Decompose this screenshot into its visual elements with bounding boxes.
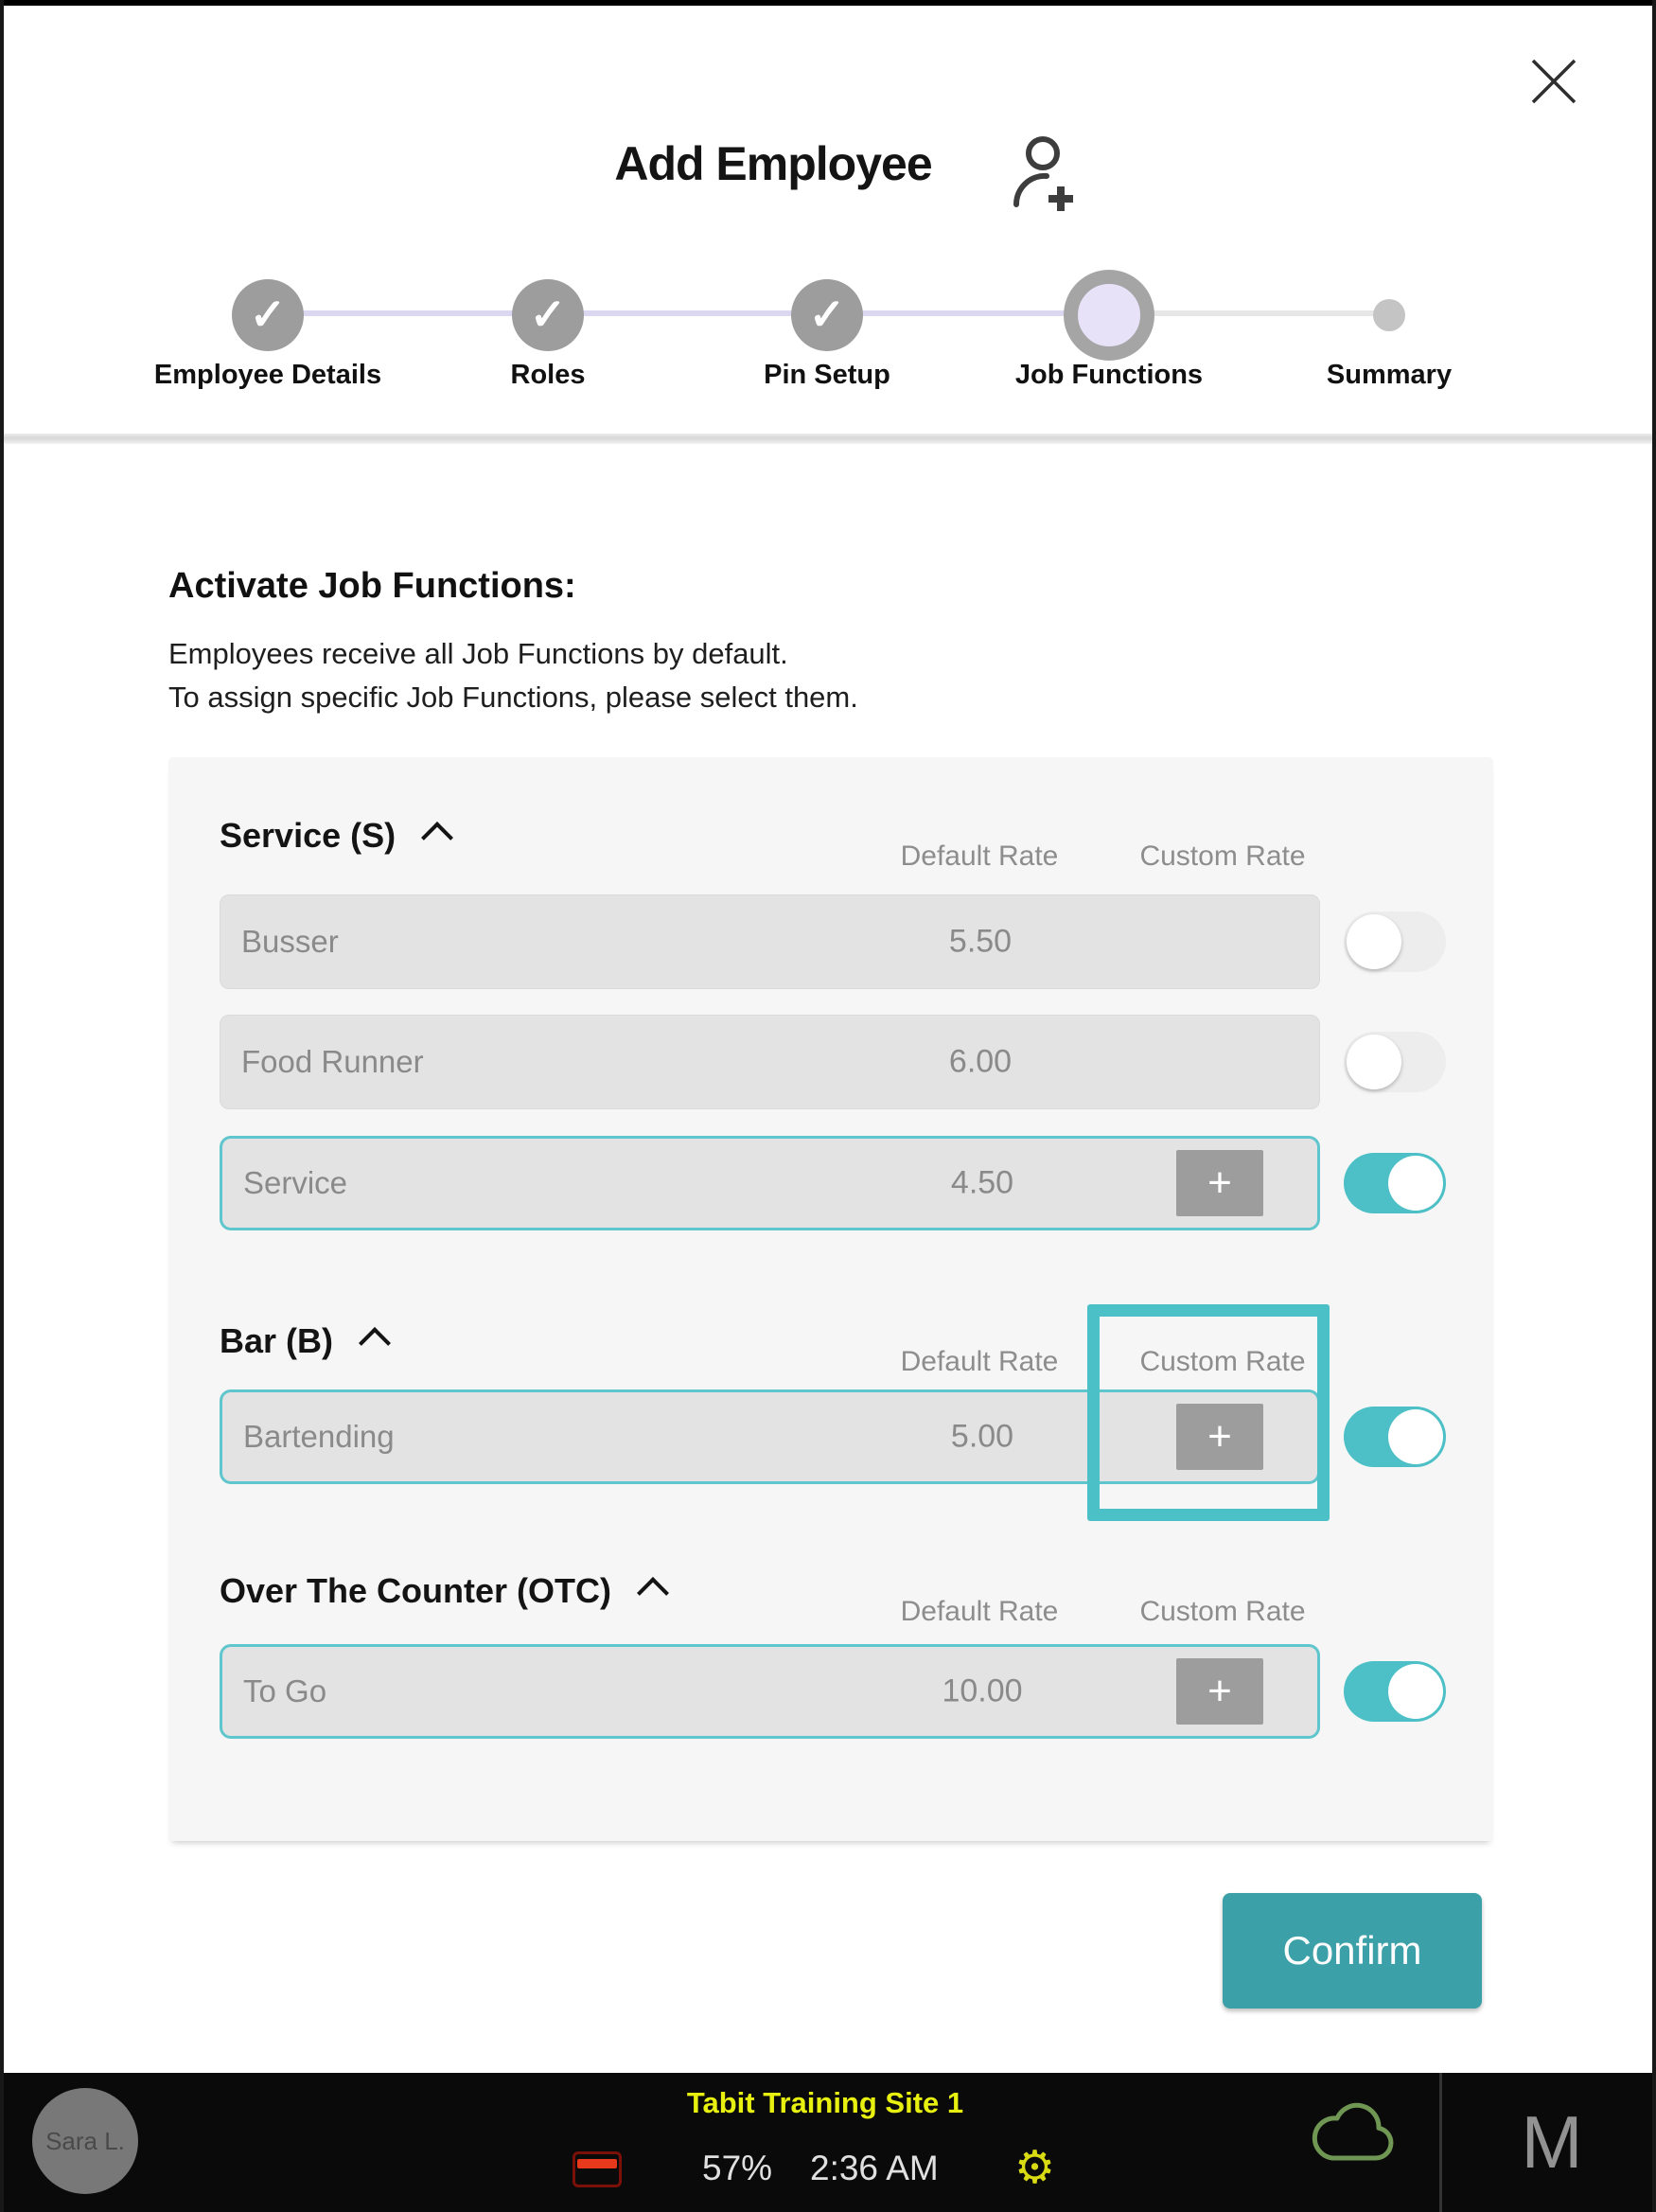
default-rate-value: 10.00 [942, 1672, 1023, 1709]
description-line-1: Employees receive all Job Functions by default. [168, 637, 788, 670]
column-header-custom-rate: Custom Rate [1139, 1596, 1306, 1627]
activate-heading: Activate Job Functions: [168, 566, 576, 606]
site-name: Tabit Training Site 1 [686, 2086, 964, 2119]
step-label-summary: Summary [1326, 360, 1453, 390]
step-roles[interactable] [512, 279, 584, 351]
job-function-toggle-busser[interactable] [1344, 911, 1446, 972]
status-bar [0, 2073, 1656, 2212]
job-function-row-service[interactable] [220, 1136, 1320, 1230]
battery-percentage: 57% [702, 2149, 773, 2187]
job-function-name: Busser [241, 924, 339, 959]
column-header-default-rate: Default Rate [900, 1596, 1059, 1627]
column-header-custom-rate: Custom Rate [1139, 841, 1306, 872]
column-header-default-rate: Default Rate [900, 841, 1059, 872]
step-label-roles: Roles [510, 360, 586, 390]
step-job-functions[interactable] [1064, 270, 1154, 361]
check-icon: ✓ [249, 290, 287, 339]
step-employee-details[interactable] [232, 279, 304, 351]
job-function-toggle-bartending[interactable] [1344, 1407, 1446, 1467]
check-icon: ✓ [529, 290, 567, 339]
column-header-default-rate: Default Rate [900, 1346, 1059, 1377]
job-functions-card [168, 757, 1493, 1841]
close-button[interactable] [1520, 47, 1588, 115]
job-function-row-food-runner[interactable] [220, 1015, 1320, 1109]
gear-icon[interactable]: ⚙ [1014, 2141, 1056, 2194]
chevron-up-icon[interactable] [359, 1327, 391, 1359]
default-rate-value: 5.50 [948, 923, 1013, 960]
clock: 2:36 AM [810, 2149, 939, 2187]
job-function-row-busser[interactable] [220, 894, 1320, 989]
section-title-otc [220, 1571, 664, 1611]
job-function-row-to-go[interactable] [220, 1644, 1320, 1739]
step-label-employee-details: Employee Details [153, 360, 382, 390]
toggle-knob [1347, 914, 1401, 969]
job-function-toggle-service[interactable] [1344, 1153, 1446, 1213]
screen-frame-left [0, 0, 4, 2212]
card-reader-stripe [577, 2159, 617, 2168]
card-reader-icon [573, 2151, 622, 2187]
section-title-text: Bar (B) [220, 1321, 334, 1360]
status-bar-divider [1439, 2073, 1442, 2212]
logo-m[interactable]: M [1521, 2100, 1583, 2184]
section-title-service [220, 816, 449, 856]
section-title-bar [220, 1321, 386, 1361]
default-rate-value: 5.00 [950, 1418, 1014, 1455]
toggle-knob [1388, 1156, 1443, 1211]
description-line-2: To assign specific Job Functions, please select them. [168, 681, 858, 714]
custom-rate-highlight-annotation [1087, 1304, 1330, 1521]
section-title-text: Over The Counter (OTC) [220, 1571, 612, 1610]
step-summary[interactable] [1373, 299, 1405, 331]
job-function-name: To Go [243, 1673, 327, 1708]
toggle-knob [1347, 1035, 1401, 1089]
column-header-custom-rate: Custom Rate [1139, 1346, 1306, 1377]
dialog-title: Add Employee [614, 137, 932, 190]
job-function-name: Bartending [243, 1419, 395, 1454]
step-label-job-functions: Job Functions [1014, 360, 1204, 390]
section-title-text: Service (S) [220, 816, 396, 855]
confirm-button[interactable]: Confirm [1223, 1893, 1482, 2008]
default-rate-value: 6.00 [948, 1043, 1013, 1080]
step-pin-setup[interactable] [791, 279, 863, 351]
job-function-name: Service [243, 1165, 348, 1200]
job-function-name: Food Runner [241, 1044, 424, 1079]
close-icon [1520, 47, 1588, 115]
add-custom-rate-button[interactable]: + [1176, 1150, 1263, 1216]
job-function-toggle-food-runner[interactable] [1344, 1032, 1446, 1092]
stepper-connector-completed [268, 310, 1109, 316]
toggle-knob [1388, 1409, 1443, 1464]
default-rate-value: 4.50 [950, 1164, 1014, 1201]
chevron-up-icon[interactable] [421, 822, 453, 854]
cloud-sync-icon[interactable] [1306, 2096, 1404, 2172]
activate-description [168, 632, 858, 719]
screen-frame-top [0, 0, 1656, 6]
add-custom-rate-button[interactable]: + [1176, 1658, 1263, 1725]
header-divider [0, 434, 1656, 444]
step-label-pin-setup: Pin Setup [764, 360, 890, 390]
chevron-up-icon[interactable] [637, 1577, 669, 1609]
toggle-knob [1388, 1664, 1443, 1719]
add-custom-rate-button[interactable]: + [1176, 1404, 1263, 1470]
check-icon: ✓ [808, 290, 846, 339]
screen-frame-right [1652, 0, 1656, 2212]
person-add-icon [1005, 133, 1077, 224]
user-avatar[interactable]: Sara L. [32, 2088, 138, 2194]
job-function-toggle-to-go[interactable] [1344, 1661, 1446, 1722]
